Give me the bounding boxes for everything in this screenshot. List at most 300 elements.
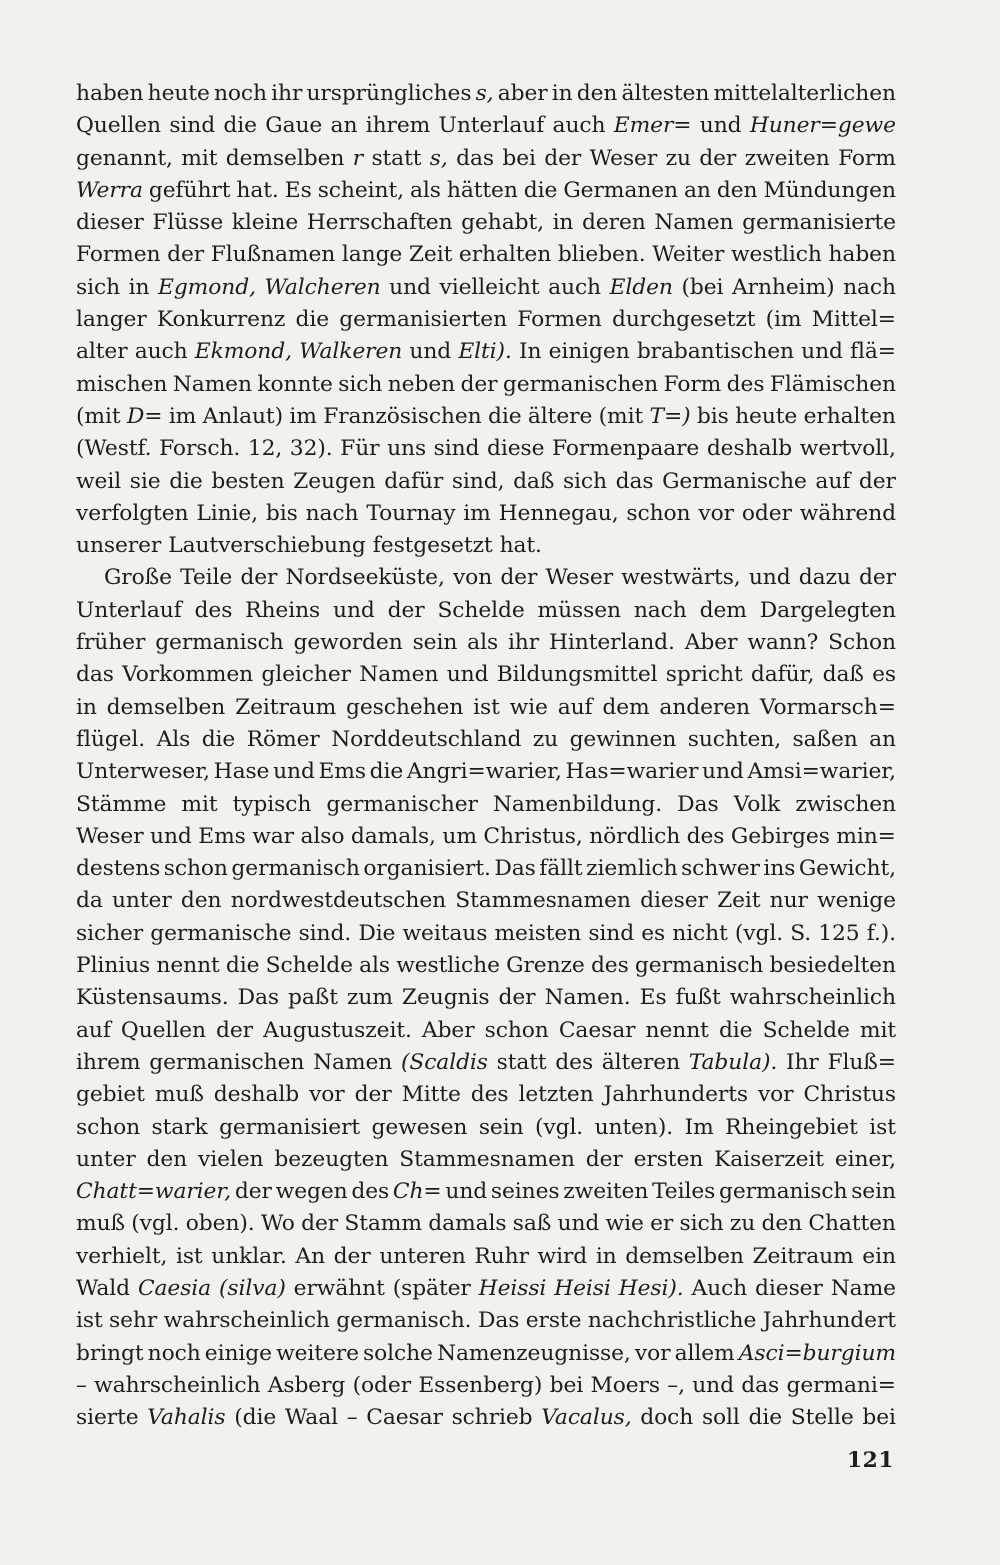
text-line	[76, 1370, 896, 1402]
word: Chatt=warier,	[76, 1179, 232, 1205]
word: Zeugen	[293, 468, 376, 494]
word: auf	[76, 1017, 111, 1043]
word: das	[456, 145, 494, 171]
word: des	[194, 597, 233, 623]
word: haben	[76, 81, 144, 106]
word: Hase	[213, 759, 270, 785]
word: zweiten	[744, 145, 830, 171]
word: in	[552, 210, 574, 236]
word: demselben	[106, 694, 226, 720]
word: Walkeren	[299, 339, 403, 365]
word: Stammesnamen	[399, 1146, 575, 1172]
word: Form	[663, 371, 722, 397]
word: Weiter	[652, 242, 725, 268]
word: bei	[549, 1372, 584, 1398]
word: suchten,	[687, 726, 782, 752]
word: ersten	[633, 1146, 704, 1172]
text-line	[76, 692, 896, 724]
word: sie	[129, 468, 161, 494]
text-line	[76, 175, 896, 207]
word: dieser	[640, 888, 708, 914]
word: geführt	[148, 177, 231, 203]
word: der	[858, 565, 896, 591]
word: alter	[76, 339, 128, 365]
word: organisiert.	[363, 856, 491, 882]
text-line	[76, 885, 896, 917]
word: mit	[859, 1017, 896, 1043]
word: einer,	[834, 1146, 896, 1172]
word: –	[76, 1372, 87, 1398]
word: nennt	[156, 953, 220, 979]
text-line	[76, 982, 896, 1014]
text-line	[76, 853, 896, 885]
word: wahrscheinlich	[163, 1308, 330, 1334]
word: letzten	[518, 1082, 594, 1108]
word: mittelalterlichen	[713, 81, 896, 106]
word: unter	[111, 888, 172, 914]
word: demselben	[625, 1243, 744, 1269]
word: D=	[126, 403, 163, 429]
word: Das	[477, 1308, 520, 1334]
word: Angri=warier,	[406, 759, 562, 785]
word: weil	[76, 468, 122, 494]
word: damals,	[350, 823, 436, 849]
word: sich	[679, 1211, 724, 1237]
word: Linie,	[196, 500, 259, 526]
word: auch	[548, 274, 601, 300]
word: in	[551, 81, 573, 106]
word: sicher	[76, 920, 144, 946]
word: wie	[509, 694, 548, 720]
word: germanischen	[502, 371, 659, 397]
word: Name	[830, 1275, 896, 1301]
word: doch	[640, 1405, 694, 1431]
word: der	[301, 1211, 339, 1237]
word: Römer	[246, 726, 320, 752]
word: Mittel=	[811, 307, 896, 333]
word: Norddeutschland	[331, 726, 522, 752]
word: Arnheim)	[732, 274, 835, 300]
word: Vormarsch=	[759, 694, 896, 720]
text-line	[76, 1079, 896, 1111]
word: Ems	[198, 823, 246, 849]
word: gehabt,	[461, 210, 544, 236]
word: nur	[769, 888, 808, 914]
word: Quellen	[76, 113, 161, 139]
word: germanisch.	[336, 1308, 472, 1334]
word: weitere	[276, 1340, 359, 1366]
word: neben	[387, 371, 456, 397]
word: schon	[163, 856, 228, 882]
word: der	[858, 468, 896, 494]
word: des	[555, 1049, 594, 1075]
word: Teile	[180, 565, 233, 591]
word: die	[748, 1405, 783, 1431]
word: sein	[478, 1114, 524, 1140]
word: nördlich	[589, 823, 681, 849]
word: Zeitraum	[235, 694, 337, 720]
word: vor	[309, 1082, 345, 1108]
word: germanisiert	[219, 1114, 361, 1140]
word: der	[500, 565, 538, 591]
word: Bildungsmittel	[496, 662, 658, 688]
word: die	[169, 468, 203, 494]
word: an	[683, 177, 711, 203]
word: erhalten	[458, 242, 552, 268]
word: nicht	[672, 920, 728, 946]
word: Das	[677, 791, 719, 817]
word: Es	[284, 177, 312, 203]
text-line	[76, 1112, 896, 1144]
text-line	[76, 498, 896, 530]
word: Emer=	[613, 113, 692, 139]
word: –	[346, 1405, 358, 1431]
word: Ihr	[785, 1049, 819, 1075]
word: heute	[147, 81, 210, 106]
word: und	[446, 662, 489, 688]
word: Aber	[421, 1017, 475, 1043]
word: nordwestdeutschen	[230, 888, 447, 914]
word: Kaiserzeit	[714, 1146, 824, 1172]
word: (bei	[681, 274, 724, 300]
text-line	[76, 1015, 896, 1047]
text-line	[76, 1305, 896, 1337]
word: wann?	[747, 630, 819, 656]
word: Formen	[517, 307, 602, 333]
word: Quellen	[120, 1017, 206, 1043]
text-line	[76, 336, 896, 368]
word: müssen	[537, 597, 621, 623]
text-line	[76, 207, 896, 239]
word: war	[252, 823, 295, 849]
word: zu	[665, 145, 691, 171]
word: Weser	[76, 823, 144, 849]
word: nennt	[645, 1017, 709, 1043]
word: In	[518, 339, 542, 365]
word: der	[234, 1179, 272, 1205]
word: r	[352, 145, 364, 171]
word: Zeugnis	[401, 985, 490, 1011]
word: bis	[265, 500, 298, 526]
word: sich	[562, 468, 607, 494]
word: Asci=burgium	[738, 1340, 896, 1366]
word: Teiles	[652, 1179, 716, 1205]
word: des	[686, 823, 725, 849]
word: den	[761, 1211, 803, 1237]
word: Walcheren	[264, 274, 381, 300]
word: bis	[696, 403, 729, 429]
word: destens	[76, 856, 161, 882]
word: und	[445, 1179, 488, 1205]
word: vor	[634, 1340, 671, 1366]
word: Namen	[172, 371, 252, 397]
word: die	[523, 177, 558, 203]
word: an	[869, 726, 896, 752]
word: älteren	[601, 1049, 681, 1075]
word: Plinius	[76, 953, 151, 979]
word: Vorkommen	[122, 662, 254, 688]
word: der	[354, 1082, 392, 1108]
word: Grenze	[506, 953, 585, 979]
word: ist	[175, 1243, 203, 1269]
word: dem	[602, 694, 650, 720]
word: (mit	[76, 403, 121, 429]
text-line	[76, 1208, 896, 1240]
word: sind	[169, 113, 216, 139]
word: Ems	[318, 759, 366, 785]
word: Hinterland.	[548, 630, 675, 656]
word: dem	[699, 597, 747, 623]
word: hätten	[446, 177, 518, 203]
word: daß	[513, 468, 555, 494]
word: der	[216, 1017, 254, 1043]
word: unter	[76, 1146, 136, 1172]
word: den	[576, 81, 618, 106]
word: Volk	[733, 791, 781, 817]
word: vor	[757, 1082, 794, 1108]
word: Jahrhunderts	[603, 1082, 748, 1108]
word: Elden	[609, 274, 673, 300]
word: festgesetzt	[372, 533, 493, 559]
text-line	[76, 304, 896, 336]
word: bringt	[76, 1340, 144, 1366]
word: Schon	[828, 630, 896, 656]
word: Waal	[284, 1405, 338, 1431]
text-line	[76, 918, 896, 950]
word: durchgesetzt	[611, 307, 756, 333]
word: (vgl.	[734, 920, 784, 946]
word: Caesar	[366, 1405, 443, 1431]
word: Flüsse	[152, 210, 224, 236]
text-line	[76, 466, 896, 498]
word: gewesen	[371, 1114, 468, 1140]
word: spricht	[665, 662, 743, 688]
text-line	[76, 369, 896, 401]
word: Forsch.	[159, 436, 241, 462]
word: Tournay	[366, 500, 456, 526]
word: sein	[851, 1179, 896, 1205]
word: und	[699, 113, 742, 139]
text-line	[76, 659, 896, 691]
word: Chatten	[808, 1211, 896, 1237]
word: Hennegau,	[498, 500, 619, 526]
word: dafür	[384, 468, 444, 494]
word: westlich	[730, 242, 822, 268]
word: sind.	[298, 920, 352, 946]
word: Tabula).	[688, 1049, 778, 1075]
word: saßen	[792, 726, 858, 752]
word: die	[225, 953, 260, 979]
word: germanisch	[231, 856, 360, 882]
body-text	[76, 78, 896, 1434]
word: ihr	[507, 630, 540, 656]
word: zu	[532, 726, 559, 752]
text-line	[76, 272, 896, 304]
word: Namen	[654, 210, 734, 236]
word: und	[557, 1211, 600, 1237]
word: flä=	[850, 339, 896, 365]
word: sein	[412, 630, 458, 656]
word: besiedelten	[769, 953, 896, 979]
word: Konkurrenz	[156, 307, 286, 333]
word: gewinnen	[569, 726, 677, 752]
word: das	[741, 1372, 780, 1398]
text-line	[76, 78, 896, 110]
word: die	[295, 307, 330, 333]
word: Unterlauf	[438, 113, 545, 139]
word: bei	[862, 1405, 896, 1431]
word: Form	[838, 145, 896, 171]
word: blieben.	[557, 242, 646, 268]
word: statt	[371, 145, 422, 171]
word: 32).	[289, 436, 333, 462]
word: es	[641, 920, 666, 946]
word: Ekmond,	[194, 339, 292, 365]
word: (vgl.	[534, 1114, 584, 1140]
word: Das	[237, 985, 279, 1011]
word: Schelde	[265, 953, 353, 979]
word: (oder	[352, 1372, 412, 1398]
word: Vahalis	[147, 1405, 226, 1431]
word: seines	[490, 1179, 560, 1205]
word: des	[351, 1179, 390, 1205]
word: der	[333, 1243, 371, 1269]
word: Schelde	[762, 1017, 850, 1043]
word: 125	[818, 920, 860, 946]
word: und	[389, 274, 431, 300]
word: dafür,	[750, 662, 815, 688]
word: (die	[234, 1405, 277, 1431]
text-line	[76, 110, 896, 142]
word: Nordseeküste,	[285, 565, 445, 591]
word: Heisi	[554, 1275, 611, 1301]
word: Caesar	[558, 1017, 636, 1043]
word: Das	[494, 856, 536, 882]
word: Gebirges	[730, 823, 830, 849]
text-line	[76, 530, 896, 562]
word: und	[692, 1372, 734, 1398]
word: und	[273, 759, 315, 785]
word: Lautverschiebung	[168, 533, 366, 559]
word: Zeit	[717, 888, 761, 914]
word: ins	[763, 856, 796, 882]
word: einige	[204, 1340, 272, 1366]
word: die	[718, 1017, 753, 1043]
word: s,	[475, 81, 494, 106]
word: ziemlich	[586, 856, 678, 882]
word: Mitte	[401, 1082, 461, 1108]
word: erwähnt	[293, 1275, 385, 1301]
word: sind	[433, 436, 480, 462]
word: 12,	[247, 436, 283, 462]
word: Augustuszeit.	[263, 1017, 412, 1043]
word: ein	[862, 1243, 896, 1269]
word: Rheingebiet	[725, 1114, 858, 1140]
text-line	[76, 756, 896, 788]
word: früher	[76, 630, 146, 656]
word: dieser	[76, 210, 144, 236]
word: der	[699, 145, 737, 171]
word: meisten	[494, 920, 582, 946]
word: Als	[156, 726, 191, 752]
word: die	[201, 726, 236, 752]
word: des	[590, 953, 629, 979]
word: heute	[735, 403, 798, 429]
word: zu	[729, 1211, 756, 1237]
word: unklar.	[211, 1243, 287, 1269]
word: oder	[741, 500, 792, 526]
word: Ruhr	[474, 1243, 529, 1269]
word: Küstensaums.	[76, 985, 229, 1011]
word: und	[333, 597, 375, 623]
word: in	[76, 694, 97, 720]
word: vielleicht	[439, 274, 540, 300]
word: wegen	[275, 1179, 348, 1205]
word: und	[748, 565, 791, 591]
word: Moers	[590, 1372, 660, 1398]
text-line	[76, 1273, 896, 1305]
word: im	[463, 500, 491, 526]
word: Die	[358, 920, 396, 946]
word: gebiet	[76, 1082, 145, 1108]
word: sich	[338, 371, 383, 397]
word: Stelle	[790, 1405, 854, 1431]
word: Im	[684, 1114, 714, 1140]
word: Mündungen	[763, 177, 896, 203]
word: der	[387, 597, 425, 623]
text-line	[76, 950, 896, 982]
word: und	[150, 823, 192, 849]
word: Schelde	[437, 597, 525, 623]
word: Stammesnamen	[455, 888, 631, 914]
word: weitaus	[402, 920, 488, 946]
word: muß	[154, 1082, 204, 1108]
word: kleine	[231, 210, 299, 236]
word: Essenberg)	[418, 1372, 543, 1398]
text-line	[76, 789, 896, 821]
word: ihrem	[76, 1049, 141, 1075]
word: Heissi	[478, 1275, 547, 1301]
word: haben	[828, 242, 896, 268]
word: Aber	[684, 630, 738, 656]
word: Hesi).	[618, 1275, 684, 1301]
word: germani=	[786, 1372, 896, 1398]
word: die	[488, 403, 522, 429]
word: (später	[392, 1275, 471, 1301]
word: der	[460, 371, 498, 397]
text-line	[76, 143, 896, 175]
word: um	[442, 823, 477, 849]
word: erhalten	[803, 403, 896, 429]
word: da	[76, 888, 103, 914]
word: Gaue	[265, 113, 323, 139]
word: nach	[843, 274, 896, 300]
word: Dargelegten	[759, 597, 896, 623]
word: (silva)	[219, 1275, 286, 1301]
word: auf	[557, 694, 593, 720]
word: zweiten	[563, 1179, 649, 1205]
word: damals	[428, 1211, 507, 1237]
text-line	[76, 1144, 896, 1176]
word: als	[467, 630, 499, 656]
word: Weser	[589, 145, 658, 171]
word: lange	[341, 242, 403, 268]
word: wahrscheinlich	[94, 1372, 261, 1398]
word: germanisierten	[339, 307, 508, 333]
word: es	[872, 662, 896, 688]
word: verhielt,	[76, 1243, 168, 1269]
word: hat.	[499, 533, 542, 559]
